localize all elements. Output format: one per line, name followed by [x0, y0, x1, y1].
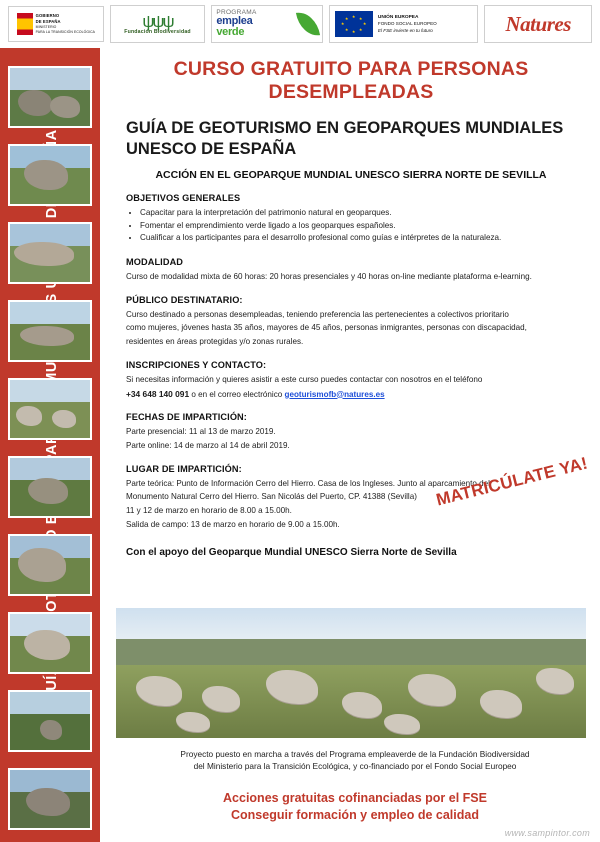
photo-volcanic-cone: [8, 768, 92, 830]
logo-ev-programa: PROGRAMA: [216, 8, 257, 16]
section-modalidad: [126, 257, 586, 283]
watermark: www.sampintor.com: [504, 828, 590, 838]
logo-gob-line1: GOBIERNO: [35, 12, 60, 18]
photo-rocky-outcrop: [8, 144, 92, 206]
vertical-side-title: GUÍA GEOPARQUES DE: [44, 196, 60, 703]
publico-line-3: residentes en áreas protegidas y/o zonas rurales.: [126, 337, 304, 347]
section-heading-objetivos: OBJETIVOS GENERALES: [126, 193, 241, 204]
photo-cliff: [8, 534, 92, 596]
lugar-line-2: Monumento Natural Cerro del Hierro. San Nicolás del Puerto, CP. 41388 (Sevilla): [126, 492, 417, 502]
logo-ev-verde: verde: [216, 26, 245, 39]
eu-flag-icon: ★ ★ ★ ★ ★ ★ ★ ★: [335, 11, 373, 37]
lugar-line-3: 11 y 12 de marzo en horario de 8.00 a 15.00h.: [126, 506, 292, 516]
photo-mountain-ridge: [8, 222, 92, 284]
section-heading-inscripciones: INSCRIPCIONES Y CONTACTO:: [126, 359, 267, 370]
poster-red-frame: [0, 48, 600, 842]
photo-karst-field: [8, 378, 92, 440]
page-subtitle: GUÍA DE GEOTURISMO EN GEOPARQUES MUNDIALES UNESCO DE ESPAÑA: [126, 119, 564, 158]
left-photo-strip: [0, 48, 100, 842]
publico-line-1: Curso destinado a personas desempleadas, teniendo preferencia las pertenecientes a colectivos prioritario: [126, 309, 509, 319]
photo-valley: [8, 300, 92, 362]
objetivos-list: [126, 207, 586, 245]
logo-eu-line3: El FSE invierte en tu futuro: [377, 27, 433, 33]
fechas-presencial: Parte presencial: 11 al 13 de marzo 2019.: [126, 427, 276, 437]
logo-programa-empleaverde: [211, 5, 323, 43]
page-title: CURSO GRATUITO PARA PERSONAS DESEMPLEADAS: [173, 58, 529, 103]
leaf-icon: [296, 9, 320, 38]
photo-landscape-main: [116, 608, 586, 738]
matriculate-stamp: MATRICÚLATE YA!: [434, 453, 590, 510]
list-item: • Fomentar el emprendimiento verde ligado a los geoparques españoles.: [140, 220, 586, 233]
logo-gob-line3: MINISTERIO: [35, 25, 57, 30]
logo-ev-emplea: emplea: [216, 15, 253, 28]
logo-gob-line2: DE ESPAÑA: [35, 19, 61, 25]
footnote-line-1: Proyecto puesto en marcha a través del Programa empleaverde de la Fundación Biodiversidad: [180, 749, 530, 759]
section-heading-modalidad: MODALIDAD: [126, 256, 184, 267]
modalidad-text: Curso de modalidad mixta de 60 horas: 20 horas presenciales y 40 horas on-line mediante plataforma e-learning.: [126, 271, 532, 281]
list-item: • Capacitar para la interpretación del patrimonio natural en geoparques.: [140, 207, 586, 220]
logo-gobierno-de-espana: [8, 6, 104, 42]
contact-middle-text: o en el correo electrónico: [189, 389, 285, 399]
photo-hikers: [8, 456, 92, 518]
spain-flag-icon: [17, 13, 33, 35]
photo-waterfall: [8, 66, 92, 128]
section-heading-lugar: LUGAR DE IMPARTICIÓN:: [126, 463, 242, 474]
logo-eu-line2: FONDO SOCIAL EUROPEO: [377, 20, 437, 26]
closing-line-1: Acciones gratuitas cofinanciadas por el FSE: [223, 791, 487, 805]
lugar-line-1: Parte teórica: Punto de Información Cerro del Hierro. Casa de los Ingleses. Junto al aparcamiento del: [126, 478, 490, 488]
section-objetivos: [126, 193, 586, 245]
closing-line-2: Conseguir formación y empleo de calidad: [231, 807, 479, 822]
grass-icon: ψψψ: [142, 11, 173, 31]
poster-body: [100, 48, 600, 842]
footnote: [140, 748, 570, 773]
logo-natures-label: Natures: [505, 11, 571, 36]
publico-line-2: como mujeres, jóvenes hasta 35 años, mayores de 45 años, personas inmigrantes, personas con discapacidad,: [126, 323, 527, 333]
logo-gob-line4: PARA LA TRANSICIÓN ECOLÓGICA: [35, 30, 96, 35]
photo-stone-arch: [8, 612, 92, 674]
list-item: • Cualificar a los participantes para el desarrollo profesional como guías e intérpretes de la naturaleza.: [140, 232, 586, 245]
photo-forest-path: [8, 690, 92, 752]
contact-email-link[interactable]: geoturismofb@natures.es: [284, 389, 385, 399]
section-heading-publico: PÚBLICO DESTINATARIO:: [126, 294, 243, 305]
inscripciones-text: Si necesitas información y quieres asistir a este curso puedes contactar con nosotros en el teléfono: [126, 374, 483, 384]
fechas-online: Parte online: 14 de marzo al 14 de abril 2019.: [126, 440, 290, 450]
logo-fundacion-biodiversidad: [110, 5, 206, 43]
closing-message: [140, 790, 570, 824]
action-line: ACCIÓN EN EL GEOPARQUE MUNDIAL UNESCO SIERRA NORTE DE SEVILLA: [155, 169, 547, 182]
support-line: Con el apoyo del Geoparque Mundial UNESCO Sierra Norte de Sevilla: [126, 546, 457, 558]
contact-phone: +34 648 140 091: [126, 388, 190, 399]
section-heading-fechas: FECHAS DE IMPARTICIÓN:: [126, 412, 247, 423]
section-publico: [126, 295, 586, 348]
section-fechas: [126, 412, 586, 451]
lugar-line-4: Salida de campo: 13 de marzo en horario de 9.00 a 15.00h.: [126, 519, 340, 529]
logo-union-europea-fse: [329, 5, 478, 43]
footnote-line-2: del Ministerio para la Transición Ecológica, y co-financiado por el Fondo Social Europeo: [193, 761, 517, 772]
logo-fb-label: Fundación Biodiversidad: [124, 28, 191, 35]
header-logo-bar: [0, 0, 600, 48]
logo-natures: [484, 5, 592, 43]
section-inscripciones: [126, 360, 586, 400]
logo-eu-title: UNIÓN EUROPEA: [377, 14, 419, 20]
